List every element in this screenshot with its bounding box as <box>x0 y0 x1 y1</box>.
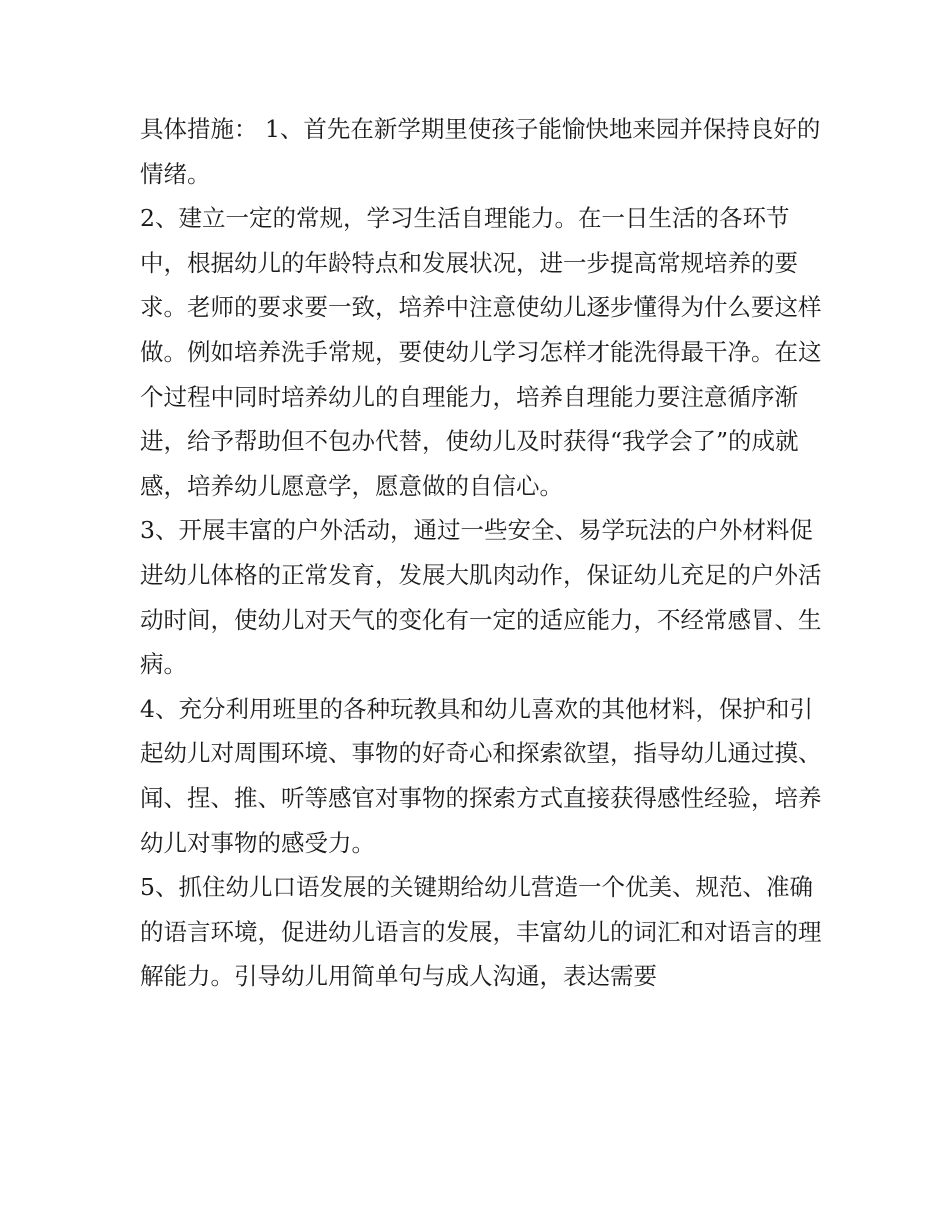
paragraph-routine-self-care: 2、建立一定的常规，学习生活自理能力。在一日生活的各环节中，根据幼儿的年龄特点和发展状况，进一步提高常规培养的要求。老师的要求要一致，培养中注意使幼儿逐步懂得为什么要这样做。例如培养洗手常规，要使幼儿学习怎样才能洗得最干净。在这个过程中同时培养幼儿的自理能力，培养自理能力要注意循序渐进，给予帮助但不包办代替，使幼儿及时获得“我学会了”的成就感，培养幼儿愿意学，愿意做的自信心。 <box>140 204 822 500</box>
paragraph-outdoor-activities: 3、开展丰富的户外活动，通过一些安全、易学玩法的户外材料促进幼儿体格的正常发育，发展大肌肉动作，保证幼儿充足的户外活动时间，使幼儿对天气的变化有一定的适应能力，不经常感冒、生病。 <box>140 516 822 679</box>
paragraph-measures-intro: 具体措施： 1、首先在新学期里使孩子能愉快地来园并保持良好的情绪。 <box>140 115 821 188</box>
paragraph-language-development: 5、抓住幼儿口语发展的关键期给幼儿营造一个优美、规范、准确的语言环境，促进幼儿语言的发展，丰富幼儿的词汇和对语言的理解能力。引导幼儿用简单句与成人沟通，表达需要 <box>140 873 822 991</box>
document-body <box>140 107 830 999</box>
paragraph-exploration: 4、充分利用班里的各种玩教具和幼儿喜欢的其他材料，保护和引起幼儿对周围环境、事物的好奇心和探索欲望，指导幼儿通过摸、闻、捏、推、听等感官对事物的探索方式直接获得感性经验，培养幼儿对事物的感受力。 <box>140 694 822 857</box>
